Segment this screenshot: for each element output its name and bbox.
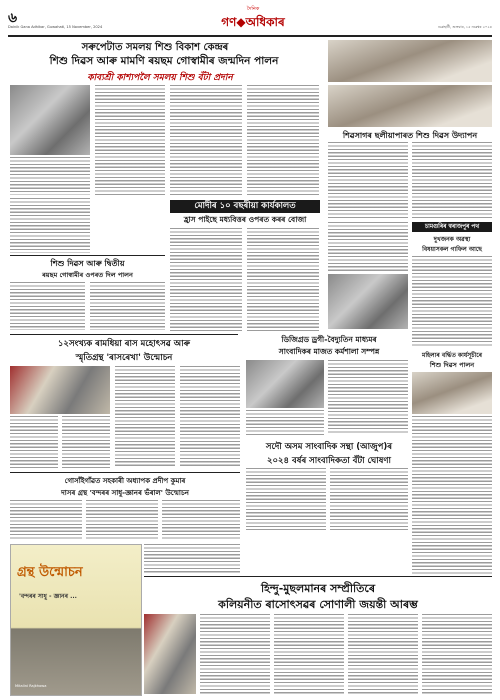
bottom-headline-1: হিন্দু-মুছলমানৰ সম্প্ৰীতিৰে — [260, 582, 376, 595]
logo-small-text: দৈনিক — [246, 6, 260, 12]
masthead-rule — [8, 35, 492, 37]
ras-headline-1: ১২সংখ্যক ৰামধিয়া ৰাস মহোৎসৱ আৰু — [57, 339, 191, 349]
footer-credit: Mitalini Rajkhowa — [15, 684, 47, 688]
book-body-1 — [10, 500, 82, 540]
book-body-3 — [162, 500, 240, 540]
masthead-logo — [188, 6, 318, 34]
lead-body-col-3 — [247, 85, 319, 195]
left-story2-body-2 — [90, 282, 165, 330]
mid-right-body — [328, 222, 408, 272]
right-lower-headline-1: মহিলাৰ বৰ্দ্ধিত কাৰ্যসূচীৰে — [421, 352, 483, 359]
ras-body-4 — [180, 366, 240, 468]
right-lower-headline-2: শিশু দিৱস পালন — [429, 361, 475, 369]
right-lower-photo — [412, 372, 492, 414]
ras-body-3 — [115, 366, 175, 468]
book-body-2 — [86, 500, 158, 540]
left-story2-rule — [10, 255, 165, 256]
banner-photo — [10, 544, 142, 696]
lead-kicker: কাব্যশ্ৰী কাশ্যপলৈ সমলয় শিশু বঁটা প্ৰদান — [87, 73, 233, 83]
banner-text-1: গ্ৰন্থ উন্মোচন — [17, 565, 83, 580]
lead-headline-2: শিশু দিৱস আৰু মামণি ৰয়ছম গোস্বামীৰ জন্মদিন পালন — [49, 55, 279, 67]
left-story2-body-1 — [10, 282, 85, 330]
lead-photo — [10, 85, 90, 155]
bottom-headline-2: কলিয়নীত ৰাসোৎসৱৰ সোণালী জয়ন্তী আৰম্ভ — [218, 598, 418, 611]
ras-headline-2: স্মৃতিগ্ৰন্থ 'ৰাসৰেখা' উন্মোচন — [75, 353, 173, 363]
digital-body-2 — [246, 410, 324, 435]
lead-body-col-1 — [95, 85, 165, 195]
chaukhandi-headline-3: বিষয়াসকল গাফিল আছে — [422, 246, 482, 253]
digital-headline-1: ডিজিগ্ৰড ড্ৰগী-বৈদ্যুতিন মাধ্যমৰ — [281, 335, 377, 344]
bottom-body-3 — [348, 614, 418, 694]
tax-headline-1: মোদীৰ ১০ বছৰীয়া কাৰ্যকালত — [170, 200, 320, 213]
book-headline-1: গোসাঁইগাঁৱত সহকাৰী অধ্যাপক প্ৰদীপ কুমাৰ — [64, 477, 186, 485]
left-body-col-extra — [10, 198, 90, 253]
ras-body-1 — [10, 416, 58, 468]
masthead-dateline: Dainik Gana Adhikar, Guwahati, 15 November, 2024 — [8, 25, 103, 29]
award-body-1 — [246, 468, 326, 530]
tax-headline-2: হ্ৰাস পাইছে মধ্যবিত্তৰ ওপৰত কৰৰ বোজা — [183, 215, 307, 224]
book-headline-2: দাসৰ গ্ৰন্থ 'বন্দৰৰ সাধু-জ্ঞানৰ ভঁৰাল' উন্মোচন — [61, 489, 189, 497]
banner-side-body — [144, 544, 240, 574]
tax-body-1 — [170, 228, 242, 333]
lead-headline-1: সৰুপেটাত সমলয় শিশু বিকাশ কেন্দ্ৰৰ — [81, 42, 229, 53]
children-headline: শিৱসাগৰ ছলীয়াপাৰত শিশু দিৱস উদ্যাপন — [342, 131, 478, 140]
lead-body-col-2 — [170, 85, 242, 195]
ras-rule — [10, 334, 238, 335]
logo-main-text: গণ◆অধিকাৰ — [221, 15, 285, 29]
chaukhandi-headline-2: দুখজনক অৱস্থা — [433, 236, 471, 243]
chaukhandi-body — [412, 256, 492, 346]
left-story2-headline-1: শিশু দিৱস আৰু দ্বিতীয় — [50, 259, 125, 268]
stage-photo — [246, 360, 324, 408]
children-body-1 — [328, 142, 408, 220]
children-photo — [328, 85, 492, 127]
award-body-2 — [330, 468, 408, 530]
right-lower-body — [412, 416, 492, 576]
digital-body-1 — [328, 360, 408, 435]
ras-body-2 — [62, 416, 110, 468]
children-body-2 — [412, 142, 492, 220]
lead-caption-text — [10, 157, 90, 195]
bottom-body-4 — [422, 614, 492, 694]
digital-photo — [328, 274, 408, 329]
award-headline-2: ২০২৪ বৰ্ষৰ সাংবাদিকতা বঁটা ঘোষণা — [266, 456, 392, 466]
masthead — [8, 6, 492, 34]
book-rule — [10, 472, 240, 473]
masthead-right-date: গুৱাহাটী, শুক্ৰবাৰ, ১৫ নৱেম্বৰ ২০২৪ — [437, 25, 492, 29]
bottom-rule — [144, 576, 492, 577]
ras-photo — [10, 366, 110, 414]
bottom-photo — [144, 614, 196, 694]
left-story2-headline-2: ৰয়ছম গোস্বামীৰ ওপৰত দিল পালন — [42, 271, 133, 279]
page-number: ৬ — [8, 10, 18, 26]
bottom-body-2 — [274, 614, 344, 694]
banner-text-2: 'বন্দৰৰ সাধু - জ্ঞানৰ ... — [19, 593, 77, 600]
chaukhandi-headline-1: চামগুৰিৰ স্বৰাজপুৰ পথ — [412, 222, 492, 232]
bottom-body-1 — [200, 614, 270, 694]
digital-headline-2: সাংবাদিকৰ মাজত কৰ্মশালা সম্পন্ন — [278, 347, 380, 356]
children-top-photo — [328, 40, 492, 82]
tax-body-2 — [247, 228, 319, 333]
award-headline-1: সদৌ অসম সাংবাদিক সন্থা (আজুপ)ৰ — [265, 442, 393, 452]
